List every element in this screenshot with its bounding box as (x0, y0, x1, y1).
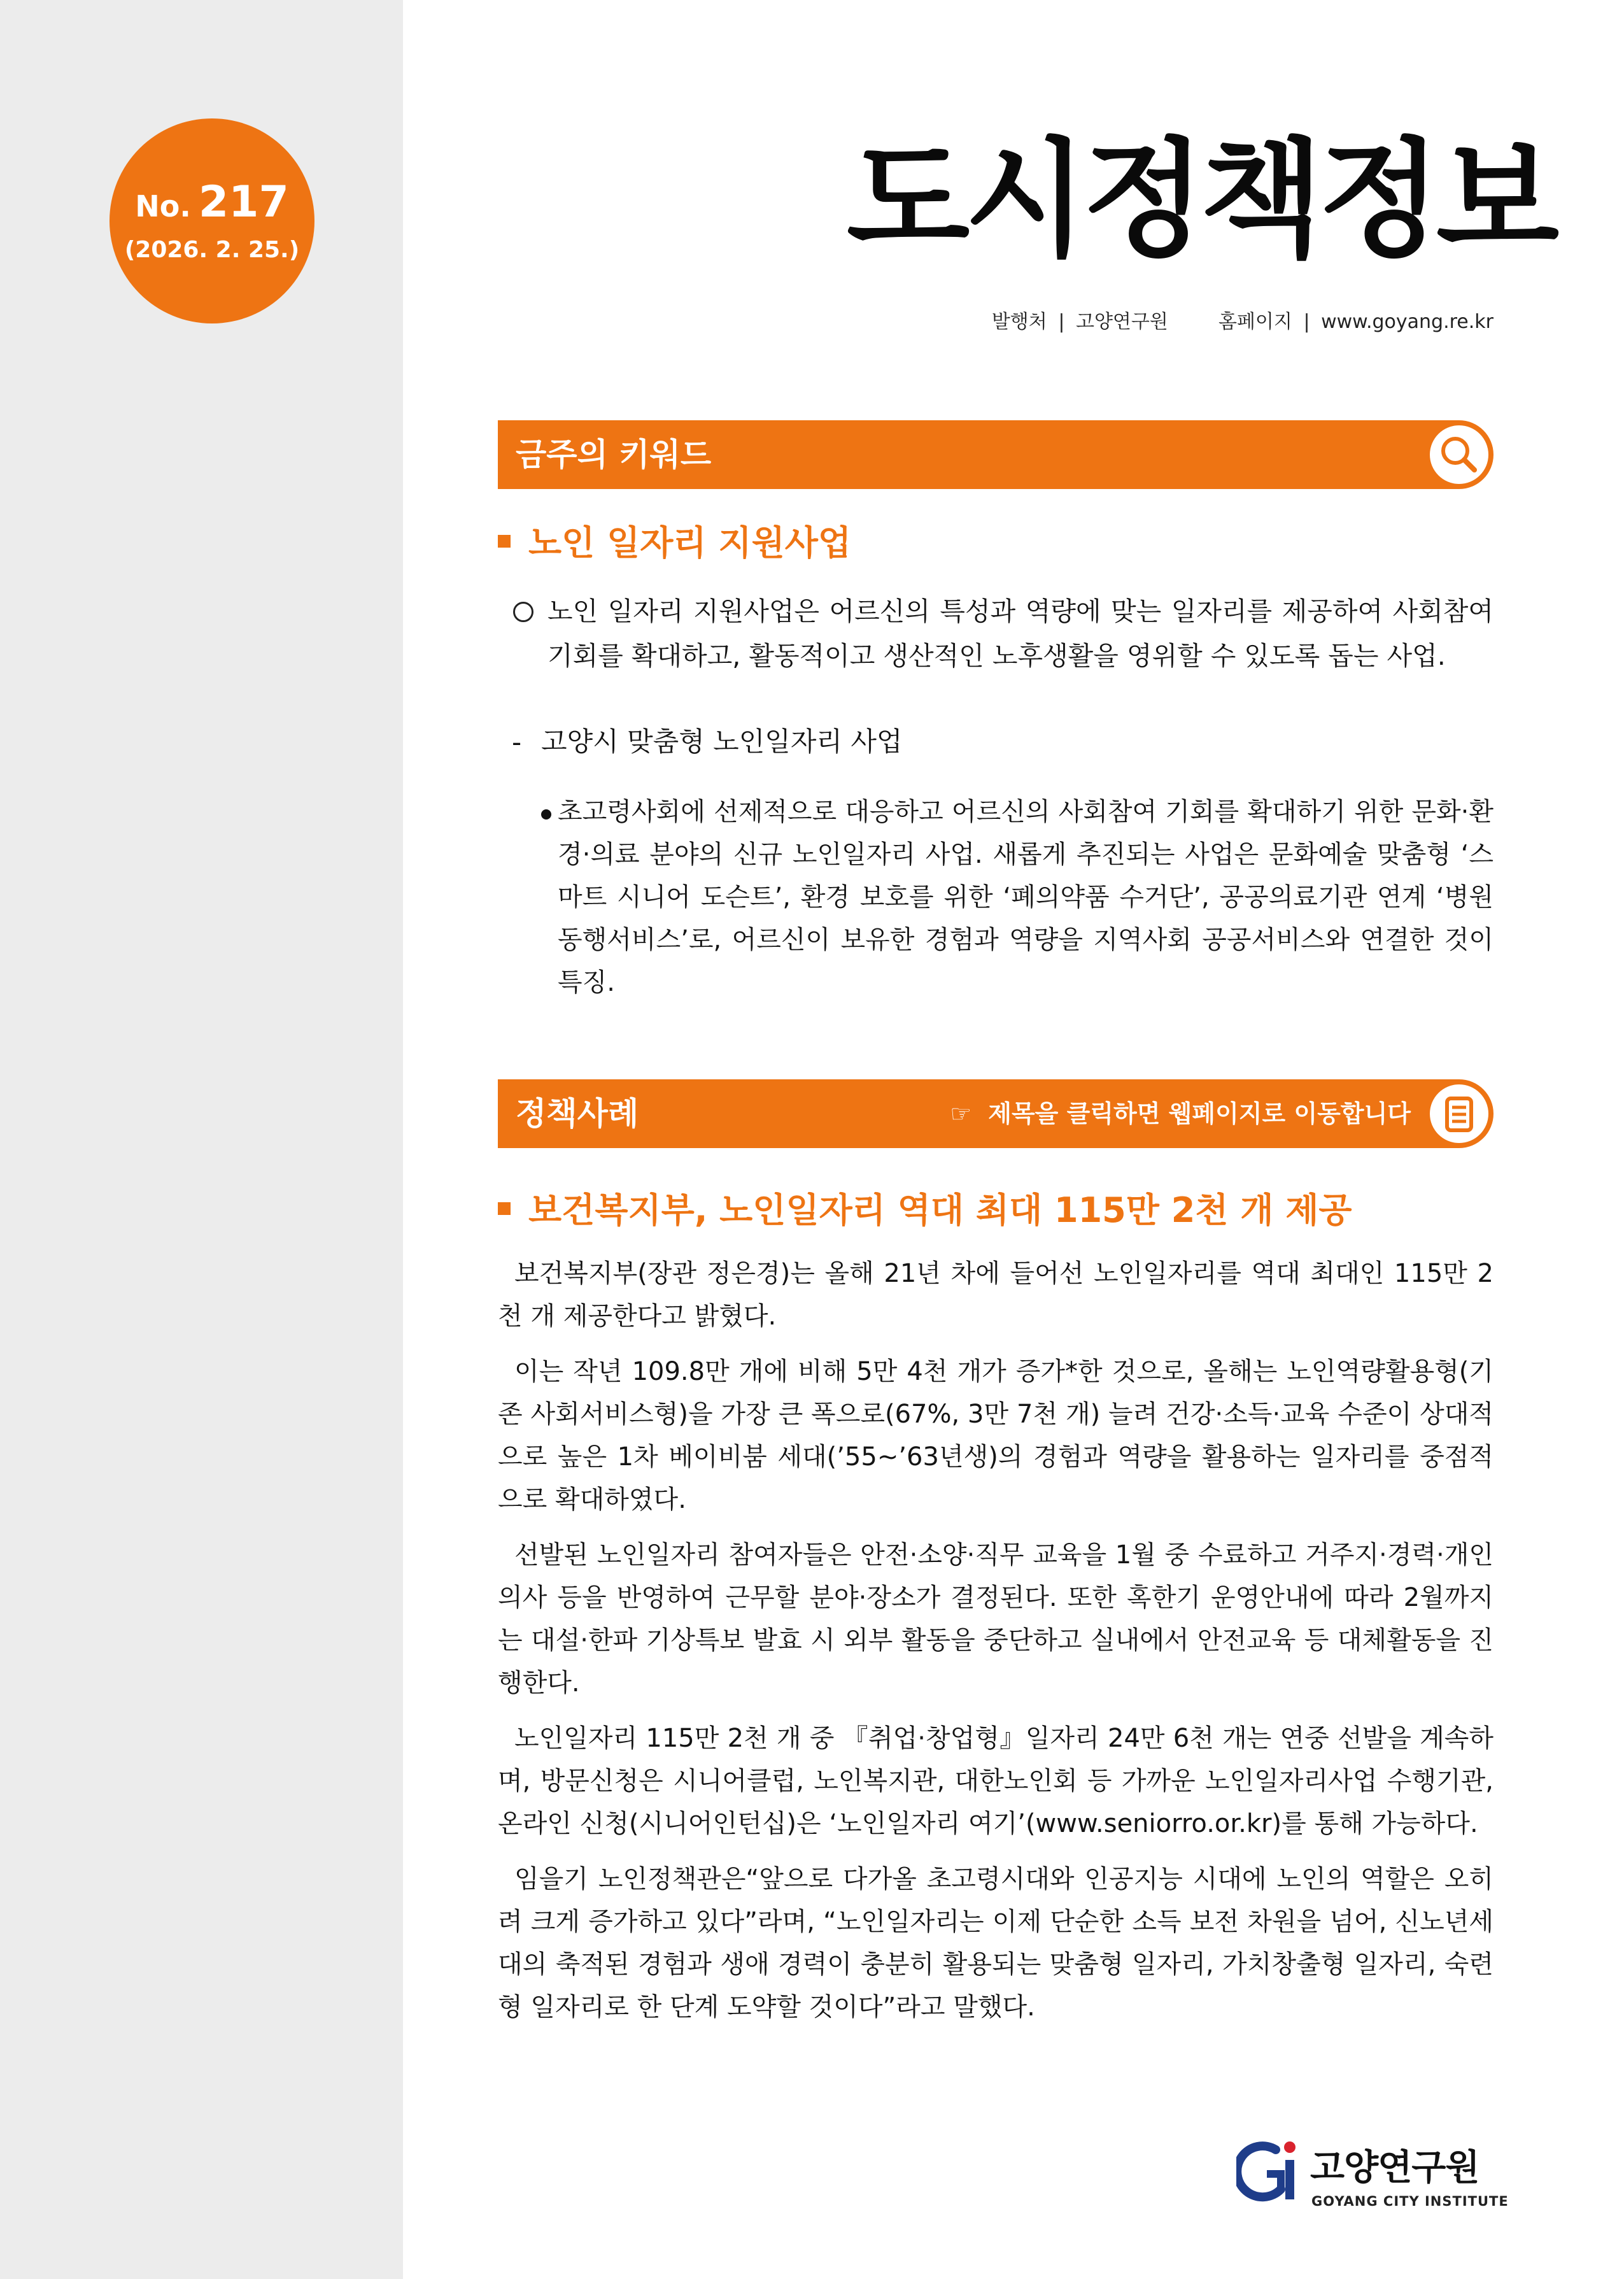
pointing-hand-icon: ☞ (950, 1100, 972, 1128)
publisher-label: 발행처 (991, 311, 1047, 333)
publisher-name: 고양연구원 (1075, 311, 1168, 333)
keyword-bullet-text: 초고령사회에 선제적으로 대응하고 어르신의 사회참여 기회를 확대하기 위한 문화·환경·의료 분야의 신규 노인일자리 사업. 새롭게 추진되는 사업은 문화예술 맞춤형 ‘스마트 시니어 도슨트’, 환경 보호를 위한 ‘폐의약품 수거단’, 공공의료기관 연계 ‘병원동행서비스’로, 어르신이 보유한 경험과 역량을 지역사회 공공서비스와 연결한 것이 특징. (558, 797, 1493, 997)
article-paragraph: 노인일자리 115만 2천 개 중 『취업·창업형』일자리 24만 6천 개는 연중 선발을 계속하며, 방문신청은 시니어클럽, 노인복지관, 대한노인회 등 가까운 노인일자리사업 수행기관, 온라인 신청(시니어인턴십)은 ‘노인일자리 여기’(www.seniorro.or.kr)를 통해 가능하다. (498, 1724, 1493, 1838)
separator: | (1058, 311, 1065, 333)
institute-logo-name: 고양연구원 (1310, 2147, 1479, 2189)
article-paragraph: 임을기 노인정책관은“앞으로 다가올 초고령시대와 인공지능 시대에 노인의 역할은 오히려 크게 증가하고 있다”라며, “노인일자리는 이제 단순한 소득 보전 차원을 넘어, 신노년세대의 축적된 경험과 생애 경력이 충분히 활용되는 맞춤형 일자리, 가치창출형 일자리, 숙련형 일자리로 한 단계 도약할 것이다”라고 말했다. (498, 1864, 1493, 2022)
hollow-circle-bullet-icon (513, 602, 533, 622)
publisher-line (891, 306, 1493, 334)
policy-bar-title: 정책사례 (516, 1095, 639, 1132)
issue-number: 217 (198, 177, 289, 227)
article-paragraph: 선발된 노인일자리 참여자들은 안전·소양·직무 교육을 1월 중 수료하고 거주지·경력·개인의사 등을 반영하여 근무할 분야·장소가 결정된다. 또한 혹한기 운영안내에 따라 2월까지는 대설·한파 기상특보 발효 시 외부 활동을 중단하고 실내에서 안전교육 등 대체활동을 진행한다. (498, 1540, 1493, 1698)
document-icon (1430, 1084, 1488, 1143)
keyword-subtitle: 고양시 맞춤형 노인일자리 사업 (541, 726, 903, 757)
dash-bullet-icon: - (512, 727, 522, 758)
search-icon (1430, 425, 1488, 484)
article-paragraph: 이는 작년 109.8만 개에 비해 5만 4천 개가 증가*한 것으로, 올해는 노인역량활용형(기존 사회서비스형)을 가장 큰 폭으로(67%, 3만 7천 개) 늘려 건강·소득·교육 수준이 상대적으로 높은 1차 베이비붐 세대(’55~’63년생)의 경험과 역량을 활용하는 일자리를 중점적으로 확대하였다. (498, 1357, 1493, 1514)
keyword-heading (498, 516, 851, 565)
homepage-link[interactable]: www.goyang.re.kr (1321, 311, 1493, 333)
keyword-bar-title: 금주의 키워드 (516, 436, 712, 473)
policy-bar-note[interactable] (950, 1079, 1411, 1148)
keyword-section-bar (498, 420, 1493, 489)
issue-label: No. (135, 189, 191, 224)
left-sidebar-band (0, 0, 403, 2279)
dot-bullet-icon (541, 809, 551, 820)
keyword-definition: 노인 일자리 지원사업은 어르신의 특성과 역량에 맞는 일자리를 제공하여 사회참여 기회를 확대하고, 활동적이고 생산적인 노후생활을 영위할 수 있도록 돕는 사업. (547, 596, 1493, 671)
policy-section-bar (498, 1079, 1493, 1148)
separator: | (1303, 311, 1310, 333)
institute-logo-subtitle: GOYANG CITY INSTITUTE (1311, 2194, 1509, 2209)
issue-badge (109, 118, 314, 323)
policy-heading-link[interactable]: 보건복지부, 노인일자리 역대 최대 115만 2천 개 제공 (528, 1190, 1352, 1230)
policy-heading[interactable] (498, 1183, 1352, 1232)
keyword-heading-text: 노인 일자리 지원사업 (528, 523, 852, 563)
homepage-label: 홈페이지 (1218, 311, 1292, 333)
square-bullet-icon (498, 1202, 511, 1215)
issue-number-line (109, 177, 314, 227)
square-bullet-icon (498, 535, 511, 548)
newsletter-title: 도시정책정보 (847, 126, 1555, 274)
goyang-gi-logo-icon (1236, 2138, 1300, 2210)
policy-bar-note-text: 제목을 클릭하면 웹페이지로 이동합니다 (988, 1100, 1411, 1128)
issue-date: (2026. 2. 25.) (124, 237, 300, 263)
policy-article-body (498, 1253, 1493, 2041)
article-paragraph: 보건복지부(장관 정은경)는 올해 21년 차에 들어선 노인일자리를 역대 최대인 115만 2천 개 제공한다고 밝혔다. (498, 1259, 1493, 1331)
